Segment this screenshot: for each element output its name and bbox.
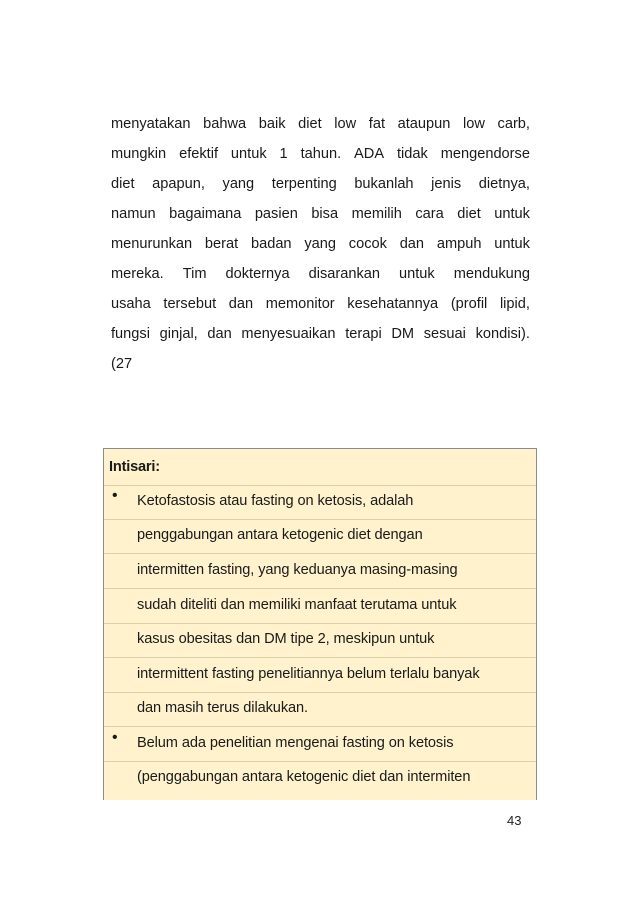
- body-paragraph: [111, 114, 530, 384]
- summary-box: [103, 448, 537, 800]
- page-number: 43: [507, 813, 522, 828]
- word: fat: [368, 116, 386, 132]
- word: dietnya,: [478, 176, 530, 192]
- word: dan: [228, 296, 254, 312]
- word: lipid,: [499, 296, 530, 312]
- paragraph-line: [111, 144, 530, 174]
- bullet-line: Belum ada penelitian mengenai fasting on ketosis: [137, 735, 454, 751]
- row-divider: [104, 623, 536, 624]
- word: carb,: [497, 116, 530, 132]
- paragraph-line: [111, 114, 530, 144]
- word: apapun,: [152, 176, 205, 192]
- word: cara: [415, 206, 444, 222]
- word: tidak: [396, 146, 428, 162]
- word: ginjal,: [159, 326, 198, 342]
- summary-title: Intisari:: [109, 459, 160, 475]
- word: sesuai: [423, 326, 466, 342]
- bullet-line: intermittent fasting penelitiannya belum terlalu banyak: [137, 666, 480, 682]
- paragraph-line: [111, 294, 530, 324]
- word: terpenting: [271, 176, 337, 192]
- bullet-line: dan masih terus dilakukan.: [137, 700, 309, 716]
- word: (profil: [450, 296, 488, 312]
- word: diet: [298, 116, 322, 132]
- word: menurunkan: [111, 236, 193, 252]
- word: yang: [222, 176, 255, 192]
- word: ADA: [354, 146, 385, 162]
- row-divider: [104, 692, 536, 693]
- word: ataupun: [397, 116, 451, 132]
- word: untuk: [494, 236, 530, 252]
- row-divider: [104, 657, 536, 658]
- word: dokternya: [225, 266, 290, 282]
- word: yang: [304, 236, 336, 252]
- word: mendukung: [453, 266, 530, 282]
- paragraph-line: [111, 204, 530, 234]
- word: dan: [207, 326, 232, 342]
- word: low: [334, 116, 357, 132]
- row-divider: [104, 761, 536, 762]
- word: bahwa: [203, 116, 247, 132]
- word: badan: [250, 236, 292, 252]
- word: terapi: [345, 326, 382, 342]
- row-divider: [104, 588, 536, 589]
- word: kondisi).: [475, 326, 530, 342]
- bullet-line: penggabungan antara ketogenic diet dengan: [137, 527, 423, 543]
- paragraph-line: [111, 234, 530, 264]
- word: mengendorse: [440, 146, 530, 162]
- paragraph-line: [111, 264, 530, 294]
- word: mereka.: [111, 266, 164, 282]
- word: tahun.: [300, 146, 342, 162]
- word: menyatakan: [111, 116, 191, 132]
- bullet-icon: •: [112, 487, 118, 504]
- word: memilih: [351, 206, 402, 222]
- bullet-line: sudah diteliti dan memiliki manfaat terutama untuk: [137, 597, 457, 613]
- word: efektif: [179, 146, 219, 162]
- bullet-icon: •: [112, 729, 118, 746]
- paragraph-line: (27: [111, 356, 133, 372]
- word: diet: [457, 206, 481, 222]
- bullet-line: (penggabungan antara ketogenic diet dan intermiten: [137, 769, 471, 785]
- word: diet: [111, 176, 135, 192]
- bullet-line: kasus obesitas dan DM tipe 2, meskipun untuk: [137, 631, 435, 647]
- row-divider: [104, 485, 536, 486]
- paragraph-line: [111, 324, 530, 354]
- word: bagaimana: [169, 206, 242, 222]
- word: DM: [391, 326, 415, 342]
- word: pasien: [254, 206, 298, 222]
- row-divider: [104, 553, 536, 554]
- bullet-line: Ketofastosis atau fasting on ketosis, adalah: [137, 493, 414, 509]
- word: untuk: [230, 146, 267, 162]
- word: usaha: [111, 296, 151, 312]
- word: disarankan: [308, 266, 380, 282]
- word: cocok: [348, 236, 387, 252]
- word: berat: [204, 236, 239, 252]
- word: bukanlah: [354, 176, 414, 192]
- bullet-line: intermitten fasting, yang keduanya masing-masing: [137, 562, 458, 578]
- word: fungsi: [111, 326, 150, 342]
- word: 1: [279, 146, 288, 162]
- word: baik: [258, 116, 286, 132]
- word: jenis: [431, 176, 462, 192]
- word: kesehatannya: [347, 296, 439, 312]
- word: memonitor: [265, 296, 335, 312]
- word: tersebut: [163, 296, 217, 312]
- paragraph-line: [111, 174, 530, 204]
- row-divider: [104, 519, 536, 520]
- word: mungkin: [111, 146, 167, 162]
- word: untuk: [494, 206, 530, 222]
- word: bisa: [311, 206, 339, 222]
- word: low: [463, 116, 485, 132]
- word: ampuh: [436, 236, 482, 252]
- row-divider: [104, 726, 536, 727]
- word: untuk: [399, 266, 435, 282]
- word: namun: [111, 206, 156, 222]
- word: menyesuaikan: [241, 326, 336, 342]
- word: dan: [399, 236, 425, 252]
- word: Tim: [182, 266, 207, 282]
